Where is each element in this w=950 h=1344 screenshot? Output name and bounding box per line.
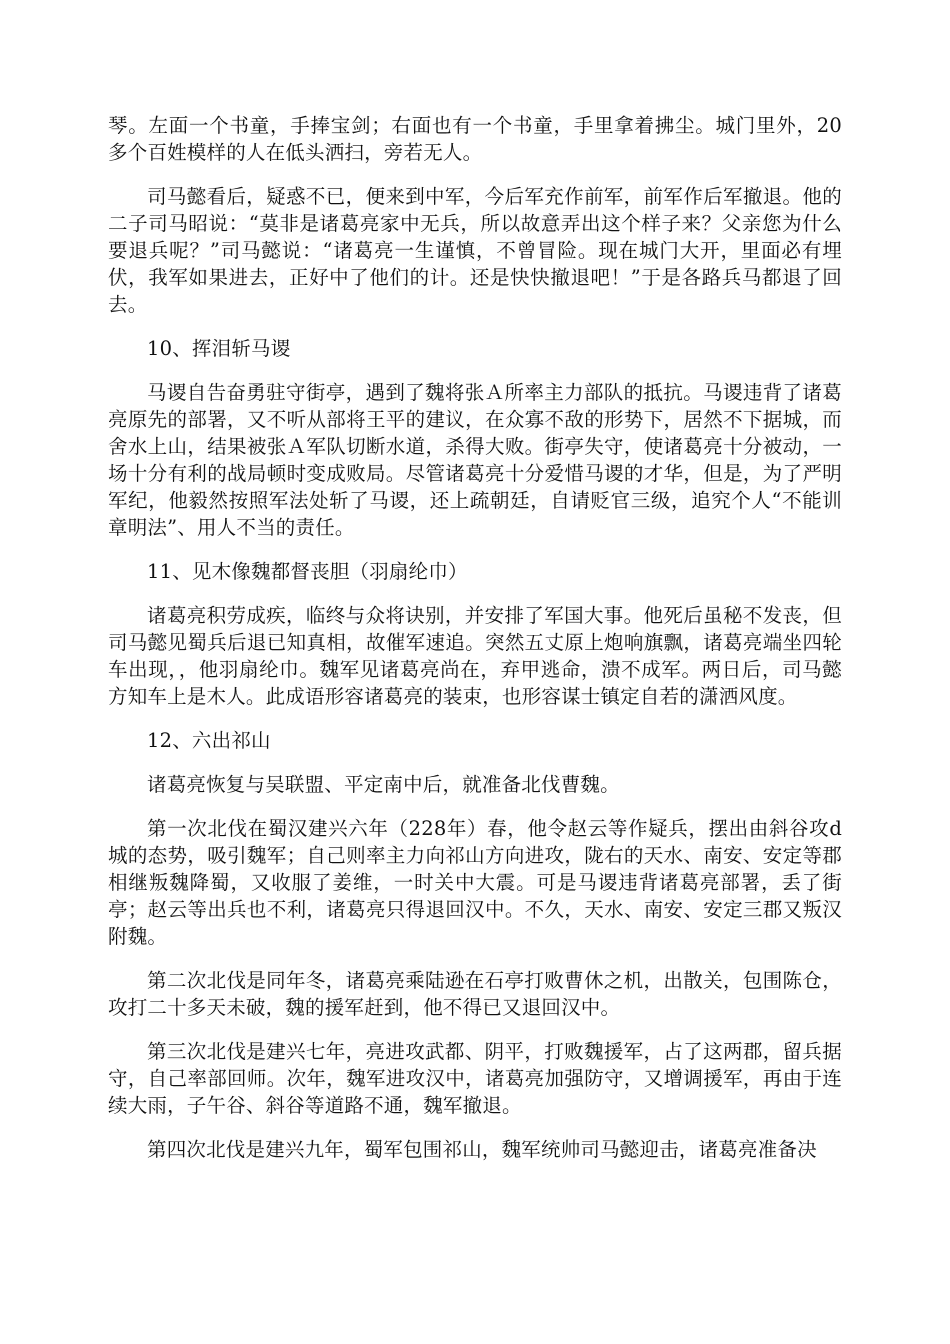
paragraph-6: 第一次北伐在蜀汉建兴六年（228年）春，他令赵云等作疑兵，摆出由斜谷攻d城的态势，吸引魏军；自己则率主力向祁山方向进攻，陇右的天水、南安、安定等郡相继叛魏降蜀，又收服了姜维，一时关中大震。可是马谡违背诸葛亮部署，丢了街亭；赵云等出兵也不利，诸葛亮只得退回汉中。不久，天水、南安、安定三郡又叛汉附魏。 bbox=[108, 817, 842, 948]
section-heading-10: 10、挥泪斩马谡 bbox=[147, 337, 291, 360]
paragraph-2: 司马懿看后，疑惑不已，便来到中军，今后军充作前军，前军作后军撤退。他的二子司马昭说：“莫非是诸葛亮家中无兵，所以故意弄出这个样子来？父亲您为什么要退兵呢？”司马懿说：“诸葛亮一生谨慎，不曾冒险。现在城门大开，里面必有埋伏，我军如果进去，正好中了他们的计。还是快快撤退吧！”于是各路兵马都退了回去。 bbox=[108, 185, 842, 316]
section-heading-12: 12、六出祁山 bbox=[147, 729, 271, 752]
paragraph-1: 琴。左面一个书童，手捧宝剑；右面也有一个书童，手里拿着拂尘。城门里外，20多个百姓模样的人在低头洒扫，旁若无人。 bbox=[108, 114, 842, 164]
paragraph-9: 第四次北伐是建兴九年，蜀军包围祁山，魏军统帅司马懿迎击，诸葛亮准备决 bbox=[147, 1138, 817, 1161]
paragraph-8: 第三次北伐是建兴七年，亮进攻武都、阴平，打败魏援军，占了这两郡，留兵据守，自己率部回师。次年，魏军进攻汉中，诸葛亮加强防守，又增调援军，再由于连续大雨，子午谷、斜谷等道路不通，魏军撤退。 bbox=[108, 1040, 842, 1117]
paragraph-7: 第二次北伐是同年冬，诸葛亮乘陆逊在石亭打败曹休之机，出散关，包围陈仓，攻打二十多天未破，魏的援军赶到，他不得已又退回汉中。 bbox=[108, 969, 842, 1019]
paragraph-4: 诸葛亮积劳成疾，临终与众将诀别，并安排了军国大事。他死后虽秘不发丧，但司马懿见蜀兵后退已知真相，故催军速追。突然五丈原上炮响旗飘，诸葛亮端坐四轮车出现，，他羽扇纶巾。魏军见诸葛亮尚在，弃甲逃命，溃不成军。两日后，司马懿方知车上是木人。此成语形容诸葛亮的装束，也形容谋士镇定自若的潇洒风度。 bbox=[108, 604, 842, 708]
paragraph-5: 诸葛亮恢复与吴联盟、平定南中后，就准备北伐曹魏。 bbox=[147, 773, 620, 796]
section-heading-11: 11、见木像魏都督丧胆（羽扇纶巾） bbox=[147, 560, 468, 583]
paragraph-3: 马谡自告奋勇驻守街亭，遇到了魏将张Ａ所率主力部队的抵抗。马谡违背了诸葛亮原先的部署，又不听从部将王平的建议，在众寡不敌的形势下，居然不下据城，而舍水上山，结果被张Ａ军队切断水道，杀得大败。街亭失守，使诸葛亮十分被动，一场十分有利的战局顿时变成败局。尽管诸葛亮十分爱惜马谡的才华，但是，为了严明军纪，他毅然按照军法处斩了马谡，还上疏朝廷，自请贬官三级，追究个人“不能训章明法”、用人不当的责任。 bbox=[108, 381, 842, 539]
